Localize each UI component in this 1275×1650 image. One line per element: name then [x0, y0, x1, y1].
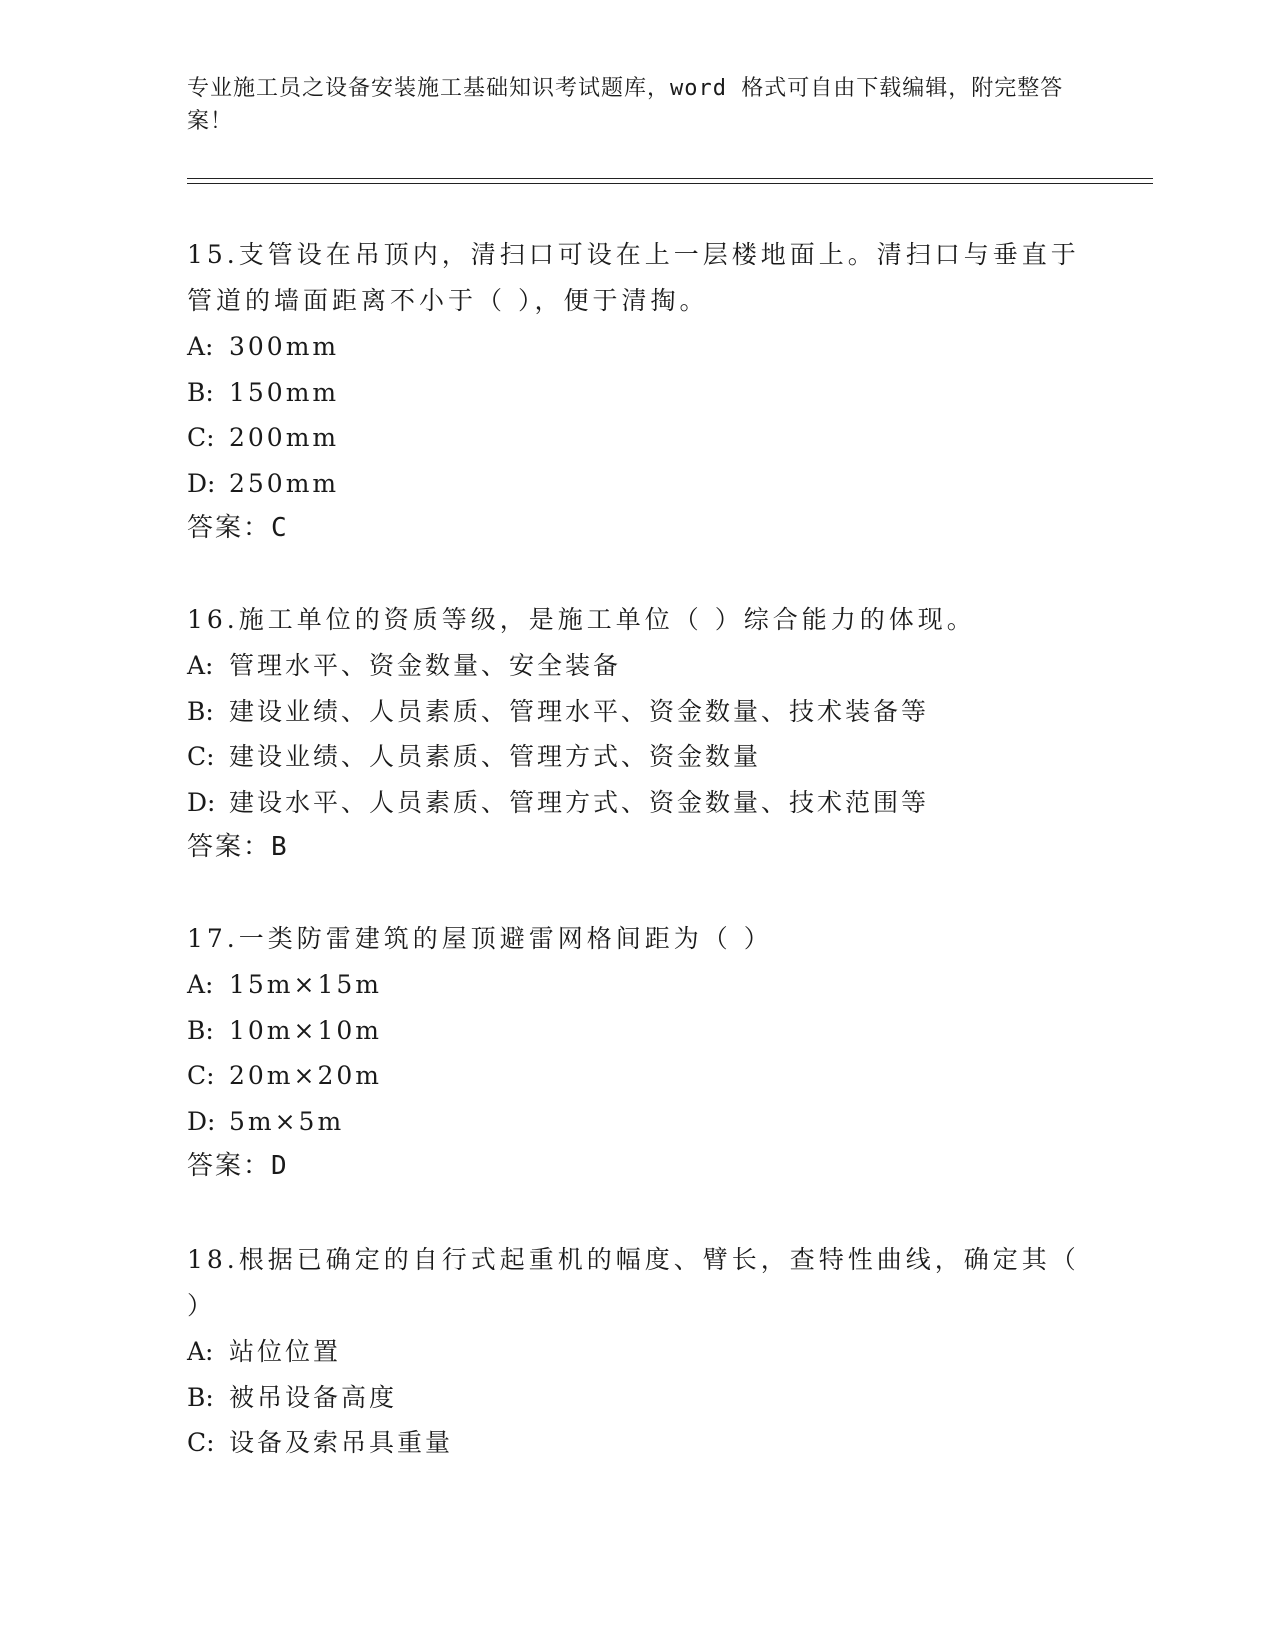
- option-b: [187, 689, 1087, 735]
- option-letter: A:: [187, 332, 214, 361]
- option-text: 15m×15m: [229, 970, 382, 999]
- option-letter: C:: [187, 742, 215, 771]
- option-text: 建设业绩、人员素质、管理水平、资金数量、技术装备等: [229, 696, 930, 726]
- option-letter: D:: [187, 787, 216, 817]
- option-text: 被吊设备高度: [229, 1382, 398, 1412]
- option-text: 站位位置: [229, 1337, 342, 1366]
- option-c: [187, 415, 1087, 461]
- option-a: [187, 1329, 1087, 1375]
- option-text: 150mm: [229, 377, 340, 407]
- question-18: [187, 1237, 1087, 1466]
- option-a: [187, 962, 1087, 1008]
- question-17: [187, 916, 1087, 1189]
- question-stem: 17.一类防雷建筑的屋顶避雷网格间距为（ ）: [187, 924, 773, 953]
- option-text: 20m×20m: [229, 1061, 382, 1090]
- option-c: [187, 734, 1087, 780]
- option-c: [187, 1420, 1087, 1466]
- option-b: [187, 370, 1087, 416]
- answer-line: 答案：B: [187, 832, 289, 862]
- option-text: 300mm: [229, 332, 340, 361]
- option-letter: A:: [187, 970, 214, 999]
- option-letter: C:: [187, 423, 215, 452]
- option-a: [187, 643, 1087, 689]
- option-letter: C:: [187, 1061, 215, 1090]
- option-letter: D:: [187, 468, 216, 498]
- option-d: [187, 780, 1087, 826]
- header-rule-bottom: [187, 183, 1153, 184]
- option-text: 5m×5m: [229, 1106, 345, 1136]
- option-text: 建设水平、人员素质、管理方式、资金数量、技术范围等: [229, 787, 930, 817]
- option-text: 设备及索吊具重量: [229, 1428, 454, 1457]
- answer-line: 答案：D: [187, 1151, 289, 1181]
- option-b: [187, 1375, 1087, 1421]
- option-text: 10m×10m: [229, 1015, 382, 1045]
- answer-line: 答案：C: [187, 513, 289, 543]
- option-letter: B:: [187, 696, 214, 726]
- question-stem: 16.施工单位的资质等级，是施工单位（ ）综合能力的体现。: [187, 605, 976, 634]
- option-d: [187, 1099, 1087, 1145]
- document-header: 专业施工员之设备安装施工基础知识考试题库，word 格式可自由下载编辑，附完整答案！: [187, 76, 1064, 134]
- option-letter: A:: [187, 651, 214, 680]
- option-a: [187, 324, 1087, 370]
- question-15: [187, 232, 1087, 551]
- option-text: 管理水平、资金数量、安全装备: [229, 651, 622, 680]
- option-d: [187, 461, 1087, 507]
- option-letter: B:: [187, 1015, 214, 1045]
- question-stem: 15.支管设在吊顶内，清扫口可设在上一层楼地面上。清扫口与垂直于管道的墙面距离不小于（ ），便于清掏。: [187, 240, 1080, 315]
- option-letter: C:: [187, 1428, 215, 1457]
- option-c: [187, 1053, 1087, 1099]
- option-b: [187, 1008, 1087, 1054]
- question-16: [187, 597, 1087, 870]
- option-text: 建设业绩、人员素质、管理方式、资金数量: [229, 742, 762, 771]
- option-text: 200mm: [229, 423, 340, 452]
- option-letter: D:: [187, 1106, 216, 1136]
- header-rule-top: [187, 178, 1153, 179]
- option-letter: B:: [187, 377, 214, 407]
- option-text: 250mm: [229, 468, 340, 498]
- question-stem: 18.根据已确定的自行式起重机的幅度、臂长，查特性曲线，确定其（ ）: [187, 1245, 1080, 1320]
- option-letter: A:: [187, 1337, 214, 1366]
- option-letter: B:: [187, 1382, 214, 1412]
